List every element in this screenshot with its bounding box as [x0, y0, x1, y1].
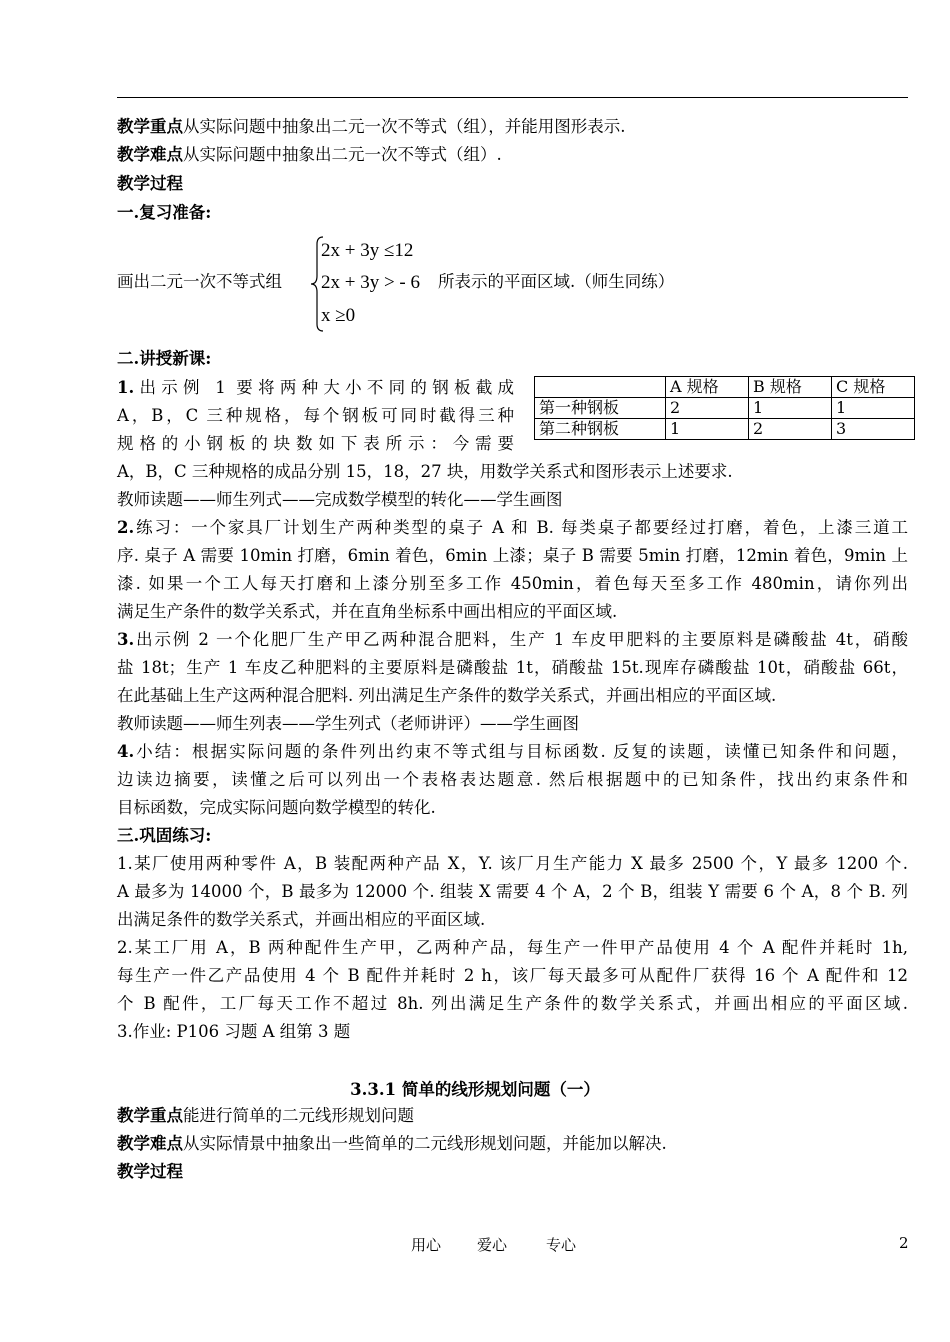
review-heading: 一.复习准备: — [117, 203, 212, 222]
example1-line1: 1.出示例 1 要将两种大小不同的钢板截成 — [117, 378, 514, 397]
review-tail: 所表示的平面区域.（师生同练） — [438, 272, 675, 291]
example2-line2: 盐 18t；生产 1 车皮乙种肥料的主要原料是磷酸盐 1t，硝酸盐 15t.现库存磷酸盐 10t，硝酸盐 66t， — [117, 658, 908, 677]
table-cell: 第二种钢板 — [535, 419, 666, 440]
page-number: 2 — [899, 1234, 909, 1252]
key-point-label: 教学重点 — [117, 117, 183, 136]
example2-flow: 教师读题——师生列表——学生列式（老师讲评）——学生画图 — [117, 714, 579, 733]
table-cell: A 规格 — [666, 377, 749, 398]
example1-line4: A，B，C 三种规格的成品分别 15，18，27 块，用数学关系式和图形表示上述要求. — [117, 462, 733, 481]
process-heading: 教学过程 — [117, 174, 183, 193]
section-title: 3.3.1 简单的线形规划问题（一） — [350, 1080, 600, 1099]
exercise2-line2: 每生产一件乙产品使用 4 个 B 配件并耗时 2 h，该厂每天最多可从配件厂获得 16 个 A 配件和 12 — [117, 966, 908, 985]
steel-spec-table — [534, 376, 915, 440]
inequality-3: x ≥0 — [321, 305, 356, 326]
key-point-line — [117, 115, 626, 139]
table-cell: 2 — [666, 398, 749, 419]
footer-motto-1: 用心 — [411, 1236, 442, 1254]
footer-motto-2: 爱心 — [477, 1236, 508, 1254]
practice2-line2: 序. 桌子 A 需要 10min 打磨，6min 着色，6min 上漆；桌子 B 需要 5min 打磨，12min 着色，9min 上 — [117, 546, 908, 565]
practice-heading: 三.巩固练习: — [117, 826, 212, 845]
difficulty-line — [117, 143, 502, 167]
summary-line2: 边读边摘要，读懂之后可以列出一个表格表达题意. 然后根据题中的已知条件，找出约束条件和 — [117, 770, 908, 789]
exercise2-line1: 2.某工厂用 A，B 两种配件生产甲，乙两种产品，每生产一件甲产品使用 4 个 A 配件并耗时 1h, — [117, 938, 908, 957]
section2-process-heading: 教学过程 — [117, 1162, 183, 1181]
exercise2-line3: 个 B 配件，工厂每天工作不超过 8h. 列出满足生产条件的数学关系式，并画出相应的平面区域. — [117, 994, 908, 1013]
table-cell: 2 — [749, 419, 832, 440]
table-cell: C 规格 — [832, 377, 915, 398]
homework-line: 3.作业: P106 习题 A 组第 3 题 — [117, 1022, 351, 1041]
table-row — [535, 419, 915, 440]
example1-flow: 教师读题——师生列式——完成数学模型的转化——学生画图 — [117, 490, 563, 509]
section2-key-point: 教学重点能进行简单的二元线形规划问题 — [117, 1106, 414, 1125]
table-cell: 3 — [832, 419, 915, 440]
practice2-line3: 漆. 如果一个工人每天打磨和上漆分别至多工作 450min，着色每天至多工作 480min，请你列出 — [117, 574, 908, 593]
summary-line1: 4.小结：根据实际问题的条件列出约束不等式组与目标函数. 反复的读题，读懂已知条件和问题， — [117, 742, 908, 761]
table-cell — [535, 377, 666, 398]
practice2-line1: 2.练习：一个家具厂计划生产两种类型的桌子 A 和 B. 每类桌子都要经过打磨，着色，上漆三道工 — [117, 518, 908, 537]
inequality-2: 2x + 3y > - 6 — [321, 272, 421, 293]
inequality-1: 2x + 3y ≤12 — [321, 240, 414, 261]
table-row — [535, 398, 915, 419]
table-cell: 1 — [749, 398, 832, 419]
footer-motto-3: 专心 — [546, 1236, 577, 1254]
review-lead: 画出二元一次不等式组 — [117, 272, 282, 291]
summary-line3: 目标函数，完成实际问题向数学模型的转化. — [117, 798, 436, 817]
example2-line1: 3.出示例 2 一个化肥厂生产甲乙两种混合肥料，生产 1 车皮甲肥料的主要原料是磷酸盐 4t，硝酸 — [117, 630, 908, 649]
new-lesson-heading: 二.讲授新课: — [117, 349, 212, 368]
key-point-text: 从实际问题中抽象出二元一次不等式（组），并能用图形表示. — [183, 117, 626, 136]
section2-difficulty: 教学难点从实际情景中抽象出一些简单的二元线形规划问题，并能加以解决. — [117, 1134, 667, 1153]
exercise1-line1: 1.某厂使用两种零件 A，B 装配两种产品 X，Y. 该厂月生产能力 X 最多 2500 个，Y 最多 1200 个. — [117, 854, 908, 873]
table-cell: 1 — [666, 419, 749, 440]
header-rule — [117, 97, 908, 98]
table-cell: 第一种钢板 — [535, 398, 666, 419]
example1-line2: A，B，C 三种规格，每个钢板可同时截得三种 — [117, 406, 514, 425]
table-cell: 1 — [832, 398, 915, 419]
example1-line3: 规格的小钢板的块数如下表所示：今需要 — [117, 434, 514, 453]
difficulty-label: 教学难点 — [117, 145, 183, 164]
table-cell: B 规格 — [749, 377, 832, 398]
practice2-line4: 满足生产条件的数学关系式，并在直角坐标系中画出相应的平面区域. — [117, 602, 618, 621]
difficulty-text: 从实际问题中抽象出二元一次不等式（组）. — [183, 145, 502, 164]
table-header-row — [535, 377, 915, 398]
exercise1-line3: 出满足条件的数学关系式，并画出相应的平面区域. — [117, 910, 486, 929]
exercise1-line2: A 最多为 14000 个，B 最多为 12000 个. 组装 X 需要 4 个 A，2 个 B，组装 Y 需要 6 个 A，8 个 B. 列 — [117, 882, 908, 901]
example2-line3: 在此基础上生产这两种混合肥料. 列出满足生产条件的数学关系式，并画出相应的平面区域. — [117, 686, 777, 705]
